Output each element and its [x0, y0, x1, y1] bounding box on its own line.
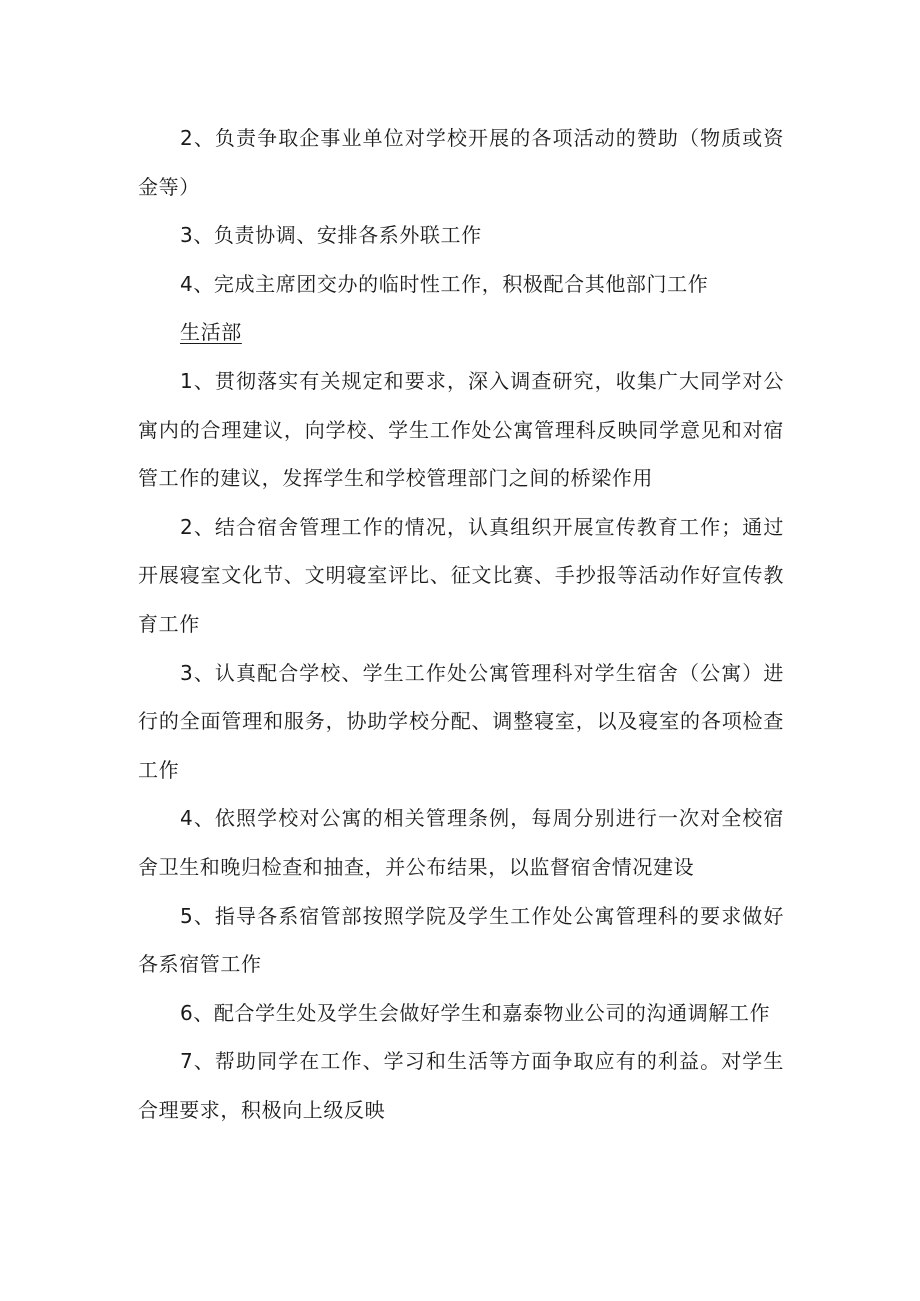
section-item: 4、依照学校对公寓的相关管理条例，每周分别进行一次对全校宿舍卫生和晚归检查和抽查，并公布结果，以监督宿舍情况建设	[138, 806, 784, 879]
section-item: 7、帮助同学在工作、学习和生活等方面争取应有的利益。对学生合理要求，积极向上级反映	[138, 1049, 784, 1122]
section-heading	[138, 308, 784, 357]
section-title: 生活部	[180, 320, 242, 345]
section-item: 1、贯彻落实有关规定和要求，深入调查研究，收集广大同学对公寓内的合理建议，向学校、学生工作处公寓管理科反映同学意见和对宿管工作的建议，发挥学生和学校管理部门之间的桥梁作用	[138, 368, 784, 491]
section-item: 2、结合宿舍管理工作的情况，认真组织开展宣传教育工作；通过开展寝室文化节、文明寝室评比、征文比赛、手抄报等活动作好宣传教育工作	[138, 514, 784, 636]
section-item: 6、配合学生处及学生会做好学生和嘉泰物业公司的沟通调解工作	[180, 1000, 771, 1025]
document-page	[138, 114, 784, 1134]
paragraph-item: 4、完成主席团交办的临时性工作，积极配合其他部门工作	[180, 271, 709, 296]
paragraph-item: 3、负责协调、安排各系外联工作	[180, 223, 482, 248]
paragraph-item: 2、负责争取企事业单位对学校开展的各项活动的赞助（物质或资金等）	[138, 126, 784, 199]
section-item: 3、认真配合学校、学生工作处公寓管理科对学生宿舍（公寓）进行的全面管理和服务，协助学校分配、调整寝室，以及寝室的各项检查工作	[138, 660, 784, 782]
section-item: 5、指导各系宿管部按照学院及学生工作处公寓管理科的要求做好各系宿管工作	[138, 903, 784, 977]
